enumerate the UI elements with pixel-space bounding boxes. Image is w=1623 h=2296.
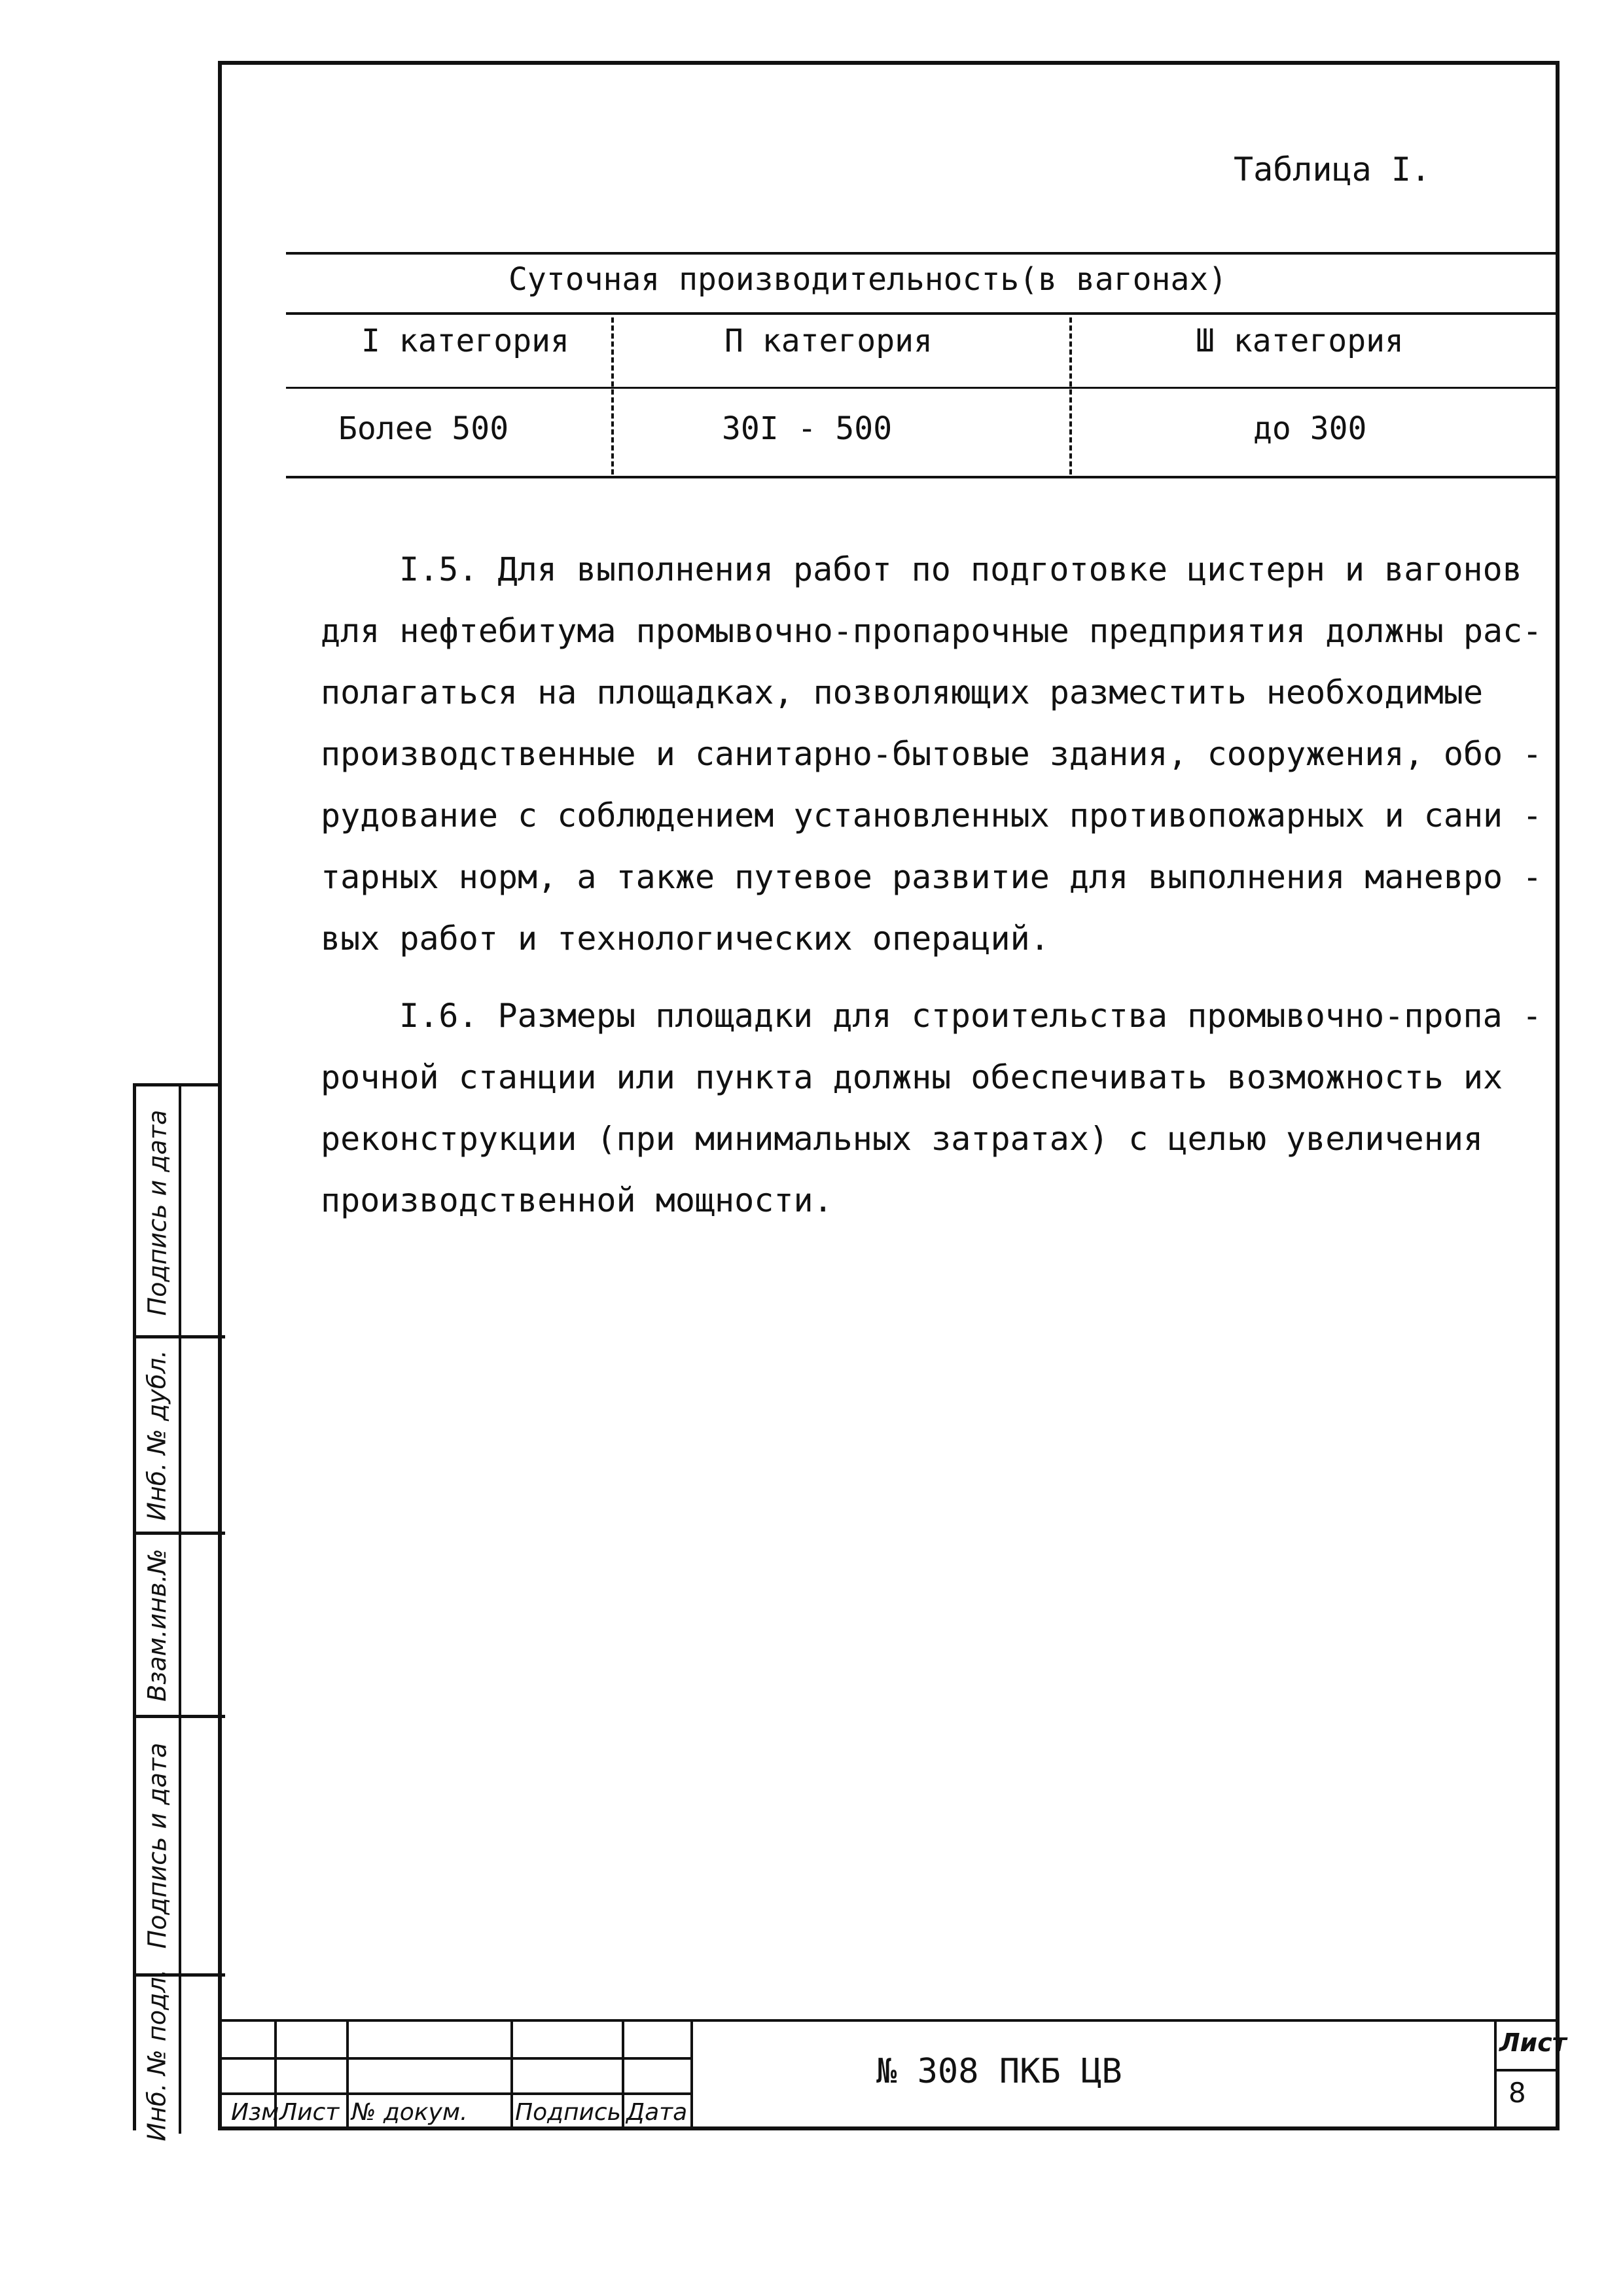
table-columns-rule bbox=[286, 387, 1559, 389]
side-label-signature-date-top: Подпись и дата bbox=[143, 1109, 172, 1316]
column-header-1: I категория bbox=[361, 323, 569, 359]
column-divider-2 bbox=[1069, 317, 1072, 475]
text-line: производственные и санитарно-бытовые здания, сооружения, обо - bbox=[321, 735, 1543, 773]
caption-signature: Подпись bbox=[515, 2099, 621, 2126]
title-block-col-rule bbox=[510, 2019, 513, 2130]
side-label-signature-date-bottom: Подпись и дата bbox=[143, 1742, 172, 1949]
text-line: рочной станции или пункта должны обеспечивать возможность их bbox=[321, 1058, 1503, 1096]
text-line: для нефтебитума промывочно-пропарочные предприятия должны рас- bbox=[321, 612, 1543, 650]
caption-change: Изм bbox=[231, 2099, 279, 2126]
text-line: реконструкции (при минимальных затратах) с целью увеличения bbox=[321, 1120, 1484, 1158]
table-bottom-rule bbox=[286, 476, 1559, 478]
text-line: вых работ и технологических операций. bbox=[321, 920, 1050, 958]
text-line: тарных норм, а также путевое развитие для выполнения маневро - bbox=[321, 858, 1543, 896]
caption-sheet: Лист bbox=[279, 2099, 340, 2126]
cell-category-3: до 300 bbox=[1253, 410, 1367, 447]
text-line: I.5. Для выполнения работ по подготовке цистерн и вагонов bbox=[399, 550, 1522, 588]
text-line: производственной мощности. bbox=[321, 1181, 833, 1219]
side-label-replacement-inv: Взам.инв.№ bbox=[143, 1548, 172, 1702]
side-stamp bbox=[133, 1083, 222, 2142]
caption-document-number: № докум. bbox=[351, 2099, 468, 2126]
side-label-dup-number: Инб. № дубл. bbox=[143, 1349, 171, 1521]
title-block-col-rule bbox=[346, 2019, 349, 2130]
paragraph-1-5 bbox=[321, 539, 1543, 969]
title-block-col-rule bbox=[1494, 2019, 1497, 2130]
cell-category-2: 30I - 500 bbox=[722, 410, 893, 447]
column-divider-1 bbox=[611, 317, 614, 475]
cell-category-1: Более 500 bbox=[338, 410, 509, 447]
text-line: рудование с соблюдением установленных противопожарных и сани - bbox=[321, 797, 1543, 834]
title-block-top-rule bbox=[222, 2019, 1560, 2022]
caption-date: Дата bbox=[626, 2099, 688, 2126]
side-label-original-inv: Инб. № подл. bbox=[143, 1969, 172, 2142]
document-number: № 308 ПКБ ЦВ bbox=[876, 2052, 1122, 2091]
sheet-cell-rule bbox=[1494, 2069, 1560, 2072]
column-header-3: Ш категория bbox=[1196, 323, 1404, 359]
table-header-rule bbox=[286, 312, 1559, 315]
title-block-col-rule bbox=[622, 2019, 624, 2130]
title-block bbox=[222, 2019, 1567, 2130]
table-top-rule bbox=[286, 252, 1559, 255]
side-stamp-vertical-rule bbox=[179, 1086, 181, 2134]
sheet-number: 8 bbox=[1508, 2077, 1526, 2109]
title-block-col-rule bbox=[690, 2019, 693, 2130]
text-line: I.6. Размеры площадки для строительства промывочно-пропа - bbox=[399, 997, 1542, 1035]
sheet-label: Лист bbox=[1499, 2028, 1567, 2057]
text-line: полагаться на площадках, позволяющих разместить необходимые bbox=[321, 673, 1484, 711]
column-header-2: П категория bbox=[724, 323, 933, 359]
paragraph-1-6 bbox=[321, 985, 1542, 1231]
table-header: Суточная производительность(в вагонах) bbox=[508, 261, 1228, 298]
table-title: Таблица I. bbox=[1234, 151, 1431, 188]
